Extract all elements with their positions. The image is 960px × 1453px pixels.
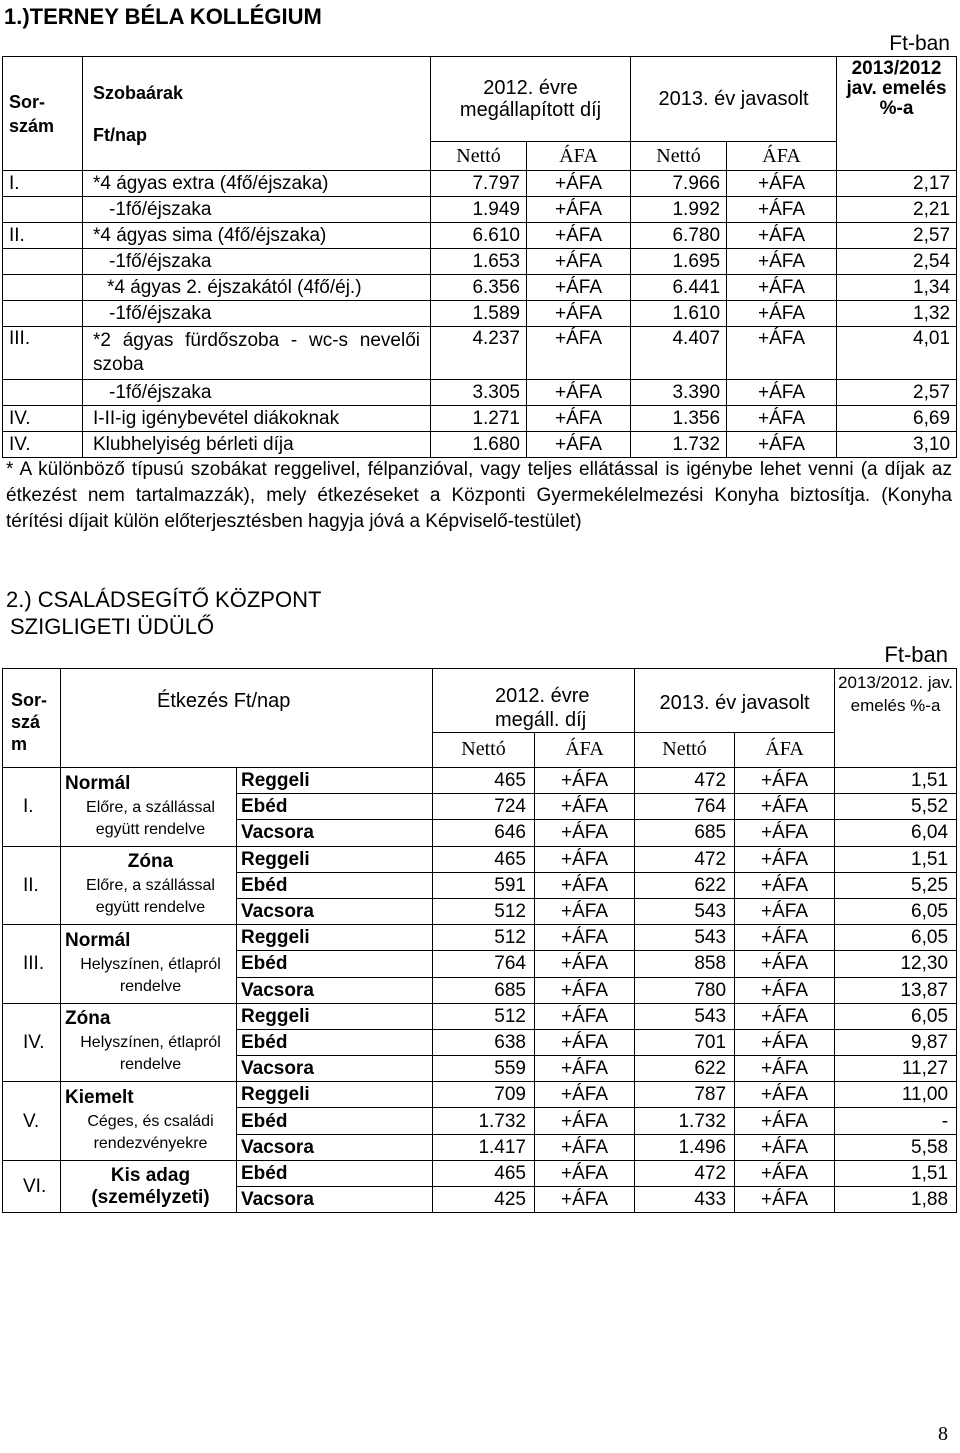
room-name: *2 ágyas fürdőszoba - wc-s nevelői szoba [83, 327, 431, 380]
group-description: Helyszínen, étlapról rendelve [80, 955, 221, 995]
vat-2013: +ÁFA [735, 1082, 835, 1108]
room-name: I-II-ig igénybevétel diákoknak [83, 406, 431, 432]
header-afa-2013: ÁFA [727, 142, 837, 171]
net-2013: 433 [635, 1187, 735, 1213]
group-number: II. [3, 846, 61, 925]
net-2013: 543 [635, 925, 735, 951]
row-number [3, 380, 83, 406]
vat-2012: +ÁFA [535, 1029, 635, 1055]
vat-2013: +ÁFA [735, 1108, 835, 1134]
group-description: Előre, a szállással együtt rendelve [86, 877, 215, 917]
room-row [3, 275, 957, 301]
vat-2012: +ÁFA [535, 768, 635, 794]
vat-2013: +ÁFA [727, 197, 837, 223]
room-name: Klubhelyiség bérleti díja [83, 432, 431, 458]
net-2013: 6.780 [631, 223, 727, 249]
group-name: Zóna [127, 851, 174, 873]
header2-afa-2012: ÁFA [535, 732, 635, 767]
net-2012: 1.271 [431, 406, 527, 432]
header-emeles: 2013/2012 jav. emelés %-a [837, 57, 957, 171]
vat-2012: +ÁFA [535, 1187, 635, 1213]
net-2013: 1.356 [631, 406, 727, 432]
net-2012: 646 [433, 820, 535, 846]
meal-row [3, 1160, 957, 1186]
vat-2013: +ÁFA [735, 846, 835, 872]
increase-pct: 6,05 [835, 925, 957, 951]
vat-2013: +ÁFA [727, 275, 837, 301]
increase-pct: 6,04 [835, 820, 957, 846]
meal-name: Ebéd [237, 794, 433, 820]
vat-2013: +ÁFA [727, 171, 837, 197]
vat-2013: +ÁFA [735, 1003, 835, 1029]
group-number: VI. [3, 1160, 61, 1212]
net-2013: 4.407 [631, 327, 727, 380]
room-row [3, 249, 957, 275]
group-name: Kis adag (személyzeti) [91, 1164, 210, 1208]
room-row [3, 171, 957, 197]
header-sorszam: Sor-szám [3, 57, 83, 171]
vat-2013: +ÁFA [735, 1160, 835, 1186]
meal-name: Reggeli [237, 846, 433, 872]
group-description: Helyszínen, étlapról rendelve [80, 1034, 221, 1074]
vat-2013: +ÁFA [735, 1187, 835, 1213]
net-2013: 787 [635, 1082, 735, 1108]
header-szobaarak [83, 57, 431, 171]
group-cell [61, 846, 237, 925]
increase-pct: 1,51 [835, 768, 957, 794]
net-2013: 1.992 [631, 197, 727, 223]
vat-2012: +ÁFA [535, 846, 635, 872]
increase-pct: 2,57 [837, 223, 957, 249]
net-2012: 512 [433, 1003, 535, 1029]
increase-pct: 12,30 [835, 951, 957, 977]
vat-2013: +ÁFA [727, 432, 837, 458]
net-2013: 472 [635, 846, 735, 872]
net-2013: 685 [635, 820, 735, 846]
vat-2012: +ÁFA [535, 1003, 635, 1029]
vat-2013: +ÁFA [727, 223, 837, 249]
row-number [3, 249, 83, 275]
net-2012: 1.680 [431, 432, 527, 458]
vat-2012: +ÁFA [527, 249, 631, 275]
group-cell [61, 1082, 237, 1161]
increase-pct: 2,57 [837, 380, 957, 406]
net-2012: 1.589 [431, 301, 527, 327]
section2-title-line2: SZIGLIGETI ÜDÜLŐ [10, 614, 215, 639]
header2-etkezes: Étkezés Ft/nap [61, 669, 433, 768]
vat-2012: +ÁFA [527, 171, 631, 197]
net-2013: 764 [635, 794, 735, 820]
row-number [3, 275, 83, 301]
vat-2013: +ÁFA [735, 925, 835, 951]
increase-pct: 11,00 [835, 1082, 957, 1108]
room-price-table [2, 56, 957, 458]
vat-2013: +ÁFA [727, 406, 837, 432]
group-description: Előre, a szállással együtt rendelve [86, 798, 215, 838]
meal-name: Ebéd [237, 1108, 433, 1134]
increase-pct: 1,51 [835, 1160, 957, 1186]
increase-pct: 1,34 [837, 275, 957, 301]
increase-pct: 1,32 [837, 301, 957, 327]
net-2013: 622 [635, 1056, 735, 1082]
net-2013: 1.732 [631, 432, 727, 458]
net-2012: 465 [433, 768, 535, 794]
header2-afa-2013: ÁFA [735, 732, 835, 767]
increase-pct: - [835, 1108, 957, 1134]
group-cell [61, 1003, 237, 1082]
header-netto-2013: Nettó [631, 142, 727, 171]
row-number [3, 197, 83, 223]
meal-price-table [2, 668, 957, 1213]
section1-currency: Ft-ban [889, 32, 950, 55]
net-2012: 1.417 [433, 1134, 535, 1160]
net-2013: 543 [635, 898, 735, 924]
vat-2012: +ÁFA [527, 380, 631, 406]
section2-currency: Ft-ban [884, 642, 948, 667]
net-2013: 472 [635, 1160, 735, 1186]
net-2012: 6.356 [431, 275, 527, 301]
increase-pct: 9,87 [835, 1029, 957, 1055]
group-number: V. [3, 1082, 61, 1161]
increase-pct: 13,87 [835, 977, 957, 1003]
row-number: II. [3, 223, 83, 249]
vat-2012: +ÁFA [527, 223, 631, 249]
net-2013: 472 [635, 768, 735, 794]
meal-name: Ebéd [237, 872, 433, 898]
net-2012: 724 [433, 794, 535, 820]
net-2012: 512 [433, 925, 535, 951]
group-number: III. [3, 925, 61, 1004]
net-2012: 3.305 [431, 380, 527, 406]
meal-name: Reggeli [237, 1003, 433, 1029]
room-name: -1fő/éjszaka [83, 380, 431, 406]
group-number: I. [3, 768, 61, 847]
vat-2012: +ÁFA [535, 1056, 635, 1082]
header2-netto-2013: Nettó [635, 732, 735, 767]
vat-2013: +ÁFA [727, 249, 837, 275]
meal-name: Vacsora [237, 1134, 433, 1160]
header-netto-2012: Nettó [431, 142, 527, 171]
group-name: Kiemelt [65, 1087, 134, 1109]
group-description: Céges, és családi rendezvényekre [87, 1113, 214, 1153]
row-number [3, 301, 83, 327]
meal-name: Vacsora [237, 898, 433, 924]
net-2012: 7.797 [431, 171, 527, 197]
header-szobaarak-label: Szobaárak [93, 82, 184, 103]
meal-name: Reggeli [237, 768, 433, 794]
meal-row [3, 1082, 957, 1108]
group-cell [61, 925, 237, 1004]
increase-pct: 3,10 [837, 432, 957, 458]
vat-2013: +ÁFA [735, 951, 835, 977]
header-2012: 2012. évre megállapított díj [431, 57, 631, 142]
room-name: *4 ágyas extra (4fő/éjszaka) [83, 171, 431, 197]
net-2013: 7.966 [631, 171, 727, 197]
meal-name: Vacsora [237, 1187, 433, 1213]
vat-2012: +ÁFA [527, 301, 631, 327]
net-2012: 4.237 [431, 327, 527, 380]
room-row [3, 327, 957, 380]
increase-pct: 2,17 [837, 171, 957, 197]
vat-2013: +ÁFA [735, 898, 835, 924]
net-2013: 1.610 [631, 301, 727, 327]
increase-pct: 11,27 [835, 1056, 957, 1082]
room-row [3, 406, 957, 432]
increase-pct: 2,21 [837, 197, 957, 223]
header2-emeles: 2013/2012. jav. emelés %-a [835, 669, 957, 768]
vat-2012: +ÁFA [535, 977, 635, 1003]
increase-pct: 6,05 [835, 1003, 957, 1029]
vat-2012: +ÁFA [535, 820, 635, 846]
vat-2012: +ÁFA [535, 1134, 635, 1160]
meal-name: Ebéd [237, 951, 433, 977]
net-2012: 1.653 [431, 249, 527, 275]
net-2013: 780 [635, 977, 735, 1003]
meal-row [3, 925, 957, 951]
net-2012: 764 [433, 951, 535, 977]
header2-2012: 2012. évre megáll. díj [433, 669, 635, 733]
section2-title-line1: 2.) CSALÁDSEGÍTŐ KÖZPONT [6, 587, 322, 612]
room-row [3, 223, 957, 249]
vat-2013: +ÁFA [727, 301, 837, 327]
increase-pct: 6,05 [835, 898, 957, 924]
vat-2013: +ÁFA [727, 380, 837, 406]
increase-pct: 5,52 [835, 794, 957, 820]
increase-pct: 5,25 [835, 872, 957, 898]
room-row [3, 301, 957, 327]
increase-pct: 5,58 [835, 1134, 957, 1160]
row-number: I. [3, 171, 83, 197]
vat-2013: +ÁFA [735, 977, 835, 1003]
vat-2013: +ÁFA [727, 327, 837, 380]
row-number: IV. [3, 406, 83, 432]
increase-pct: 2,54 [837, 249, 957, 275]
vat-2013: +ÁFA [735, 768, 835, 794]
header-afa-2012: ÁFA [527, 142, 631, 171]
room-name: *4 ágyas 2. éjszakától (4fő/éj.) [83, 275, 431, 301]
net-2013: 1.695 [631, 249, 727, 275]
net-2012: 709 [433, 1082, 535, 1108]
increase-pct: 1,51 [835, 846, 957, 872]
vat-2012: +ÁFA [527, 432, 631, 458]
vat-2012: +ÁFA [527, 197, 631, 223]
meal-name: Reggeli [237, 1082, 433, 1108]
net-2012: 1.732 [433, 1108, 535, 1134]
vat-2012: +ÁFA [527, 327, 631, 380]
net-2013: 701 [635, 1029, 735, 1055]
row-number: III. [3, 327, 83, 380]
net-2013: 858 [635, 951, 735, 977]
meal-name: Ebéd [237, 1029, 433, 1055]
group-name: Normál [65, 929, 131, 951]
room-name: *4 ágyas sima (4fő/éjszaka) [83, 223, 431, 249]
net-2012: 1.949 [431, 197, 527, 223]
net-2013: 3.390 [631, 380, 727, 406]
vat-2012: +ÁFA [535, 1160, 635, 1186]
net-2012: 591 [433, 872, 535, 898]
increase-pct: 4,01 [837, 327, 957, 380]
room-name: -1fő/éjszaka [83, 197, 431, 223]
increase-pct: 1,88 [835, 1187, 957, 1213]
vat-2012: +ÁFA [535, 925, 635, 951]
room-row [3, 432, 957, 458]
group-cell [61, 768, 237, 847]
header2-2013: 2013. év javasolt [635, 669, 835, 733]
vat-2012: +ÁFA [527, 275, 631, 301]
vat-2012: +ÁFA [527, 406, 631, 432]
vat-2012: +ÁFA [535, 794, 635, 820]
group-name: Normál [65, 772, 131, 794]
header2-netto-2012: Nettó [433, 732, 535, 767]
vat-2012: +ÁFA [535, 951, 635, 977]
room-row [3, 197, 957, 223]
vat-2013: +ÁFA [735, 1134, 835, 1160]
meal-name: Vacsora [237, 820, 433, 846]
net-2013: 1.496 [635, 1134, 735, 1160]
room-name: -1fő/éjszaka [83, 301, 431, 327]
header-2013: 2013. év javasolt [631, 57, 837, 142]
room-row [3, 380, 957, 406]
net-2012: 512 [433, 898, 535, 924]
net-2012: 465 [433, 846, 535, 872]
vat-2012: +ÁFA [535, 1082, 635, 1108]
meal-row [3, 1003, 957, 1029]
net-2012: 425 [433, 1187, 535, 1213]
net-2012: 559 [433, 1056, 535, 1082]
meal-name: Ebéd [237, 1160, 433, 1186]
group-number: IV. [3, 1003, 61, 1082]
row-number: IV. [3, 432, 83, 458]
page-number: 8 [938, 1423, 948, 1445]
net-2013: 6.441 [631, 275, 727, 301]
section1-title: 1.)TERNEY BÉLA KOLLÉGIUM [4, 4, 322, 29]
meal-row [3, 846, 957, 872]
increase-pct: 6,69 [837, 406, 957, 432]
section1-footnote: * A különböző típusú szobákat reggelivel, félpanzióval, vagy teljes ellátással is igénybe lehet venni (a díjak az étkezést nem tartalmazzák), mely étkezéseket a Központi Gyermekélelmezési Konyha biztosítja. (Konyha térítési díjait külön előterjesztésben hagyja jóvá a Képviselő-testület) [6, 459, 952, 532]
net-2013: 543 [635, 1003, 735, 1029]
room-name: -1fő/éjszaka [83, 249, 431, 275]
header2-sorszam: Sor-szá m [3, 669, 61, 768]
net-2012: 6.610 [431, 223, 527, 249]
vat-2012: +ÁFA [535, 1108, 635, 1134]
meal-name: Reggeli [237, 925, 433, 951]
vat-2012: +ÁFA [535, 872, 635, 898]
vat-2013: +ÁFA [735, 1029, 835, 1055]
header-ftnap: Ft/nap [93, 124, 147, 145]
vat-2013: +ÁFA [735, 1056, 835, 1082]
meal-row [3, 768, 957, 794]
vat-2012: +ÁFA [535, 898, 635, 924]
group-name: Zóna [65, 1008, 111, 1030]
net-2012: 685 [433, 977, 535, 1003]
net-2013: 622 [635, 872, 735, 898]
meal-name: Vacsora [237, 1056, 433, 1082]
vat-2013: +ÁFA [735, 794, 835, 820]
meal-name: Vacsora [237, 977, 433, 1003]
vat-2013: +ÁFA [735, 872, 835, 898]
net-2012: 638 [433, 1029, 535, 1055]
net-2012: 465 [433, 1160, 535, 1186]
vat-2013: +ÁFA [735, 820, 835, 846]
group-cell [61, 1160, 237, 1212]
net-2013: 1.732 [635, 1108, 735, 1134]
